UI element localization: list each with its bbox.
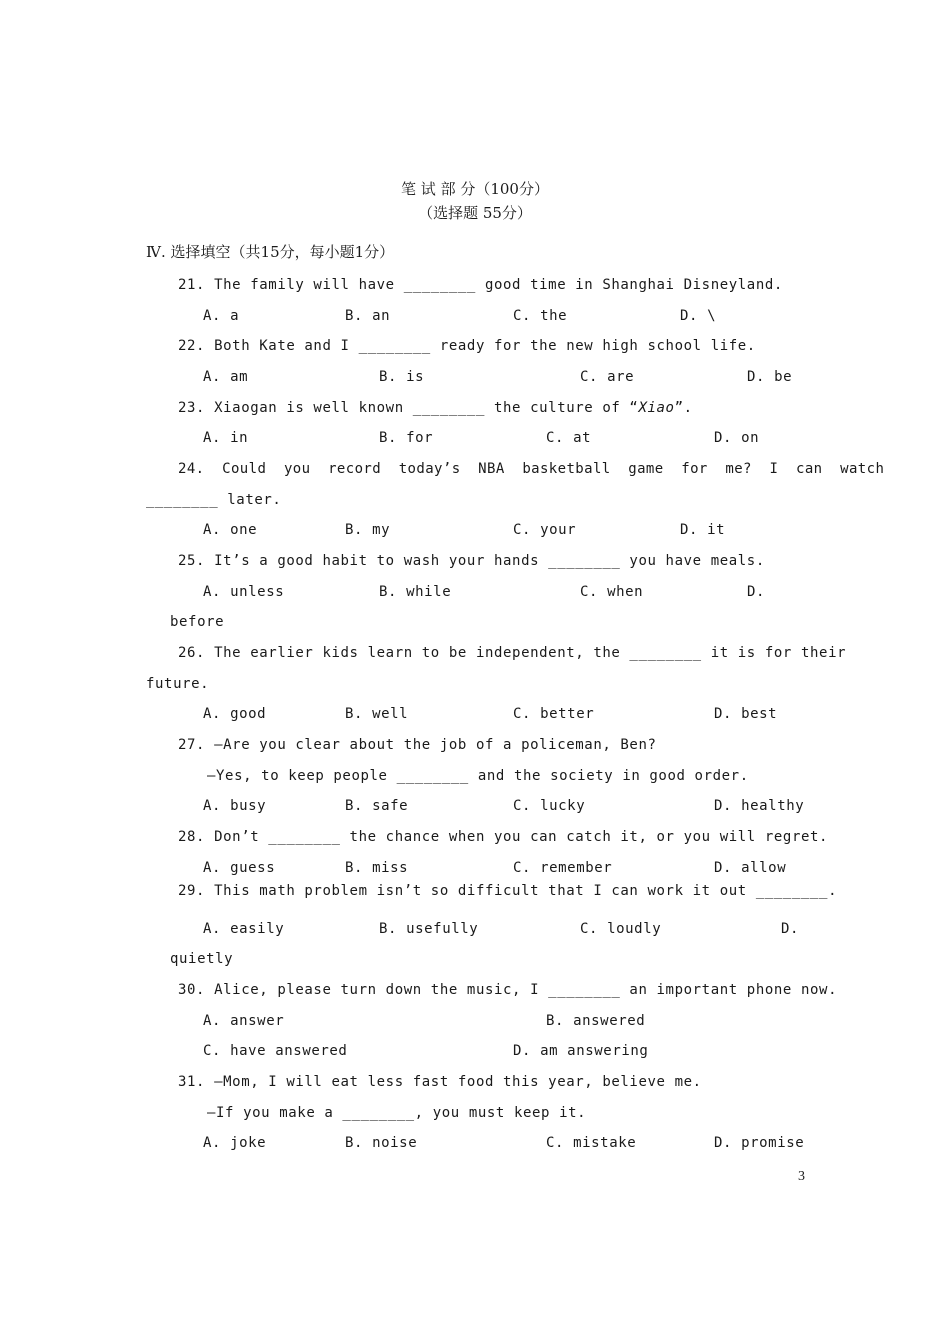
option-d-text: before (170, 614, 225, 630)
option-c: C. the (513, 308, 568, 324)
page-number: 3 (798, 1169, 805, 1184)
question-stem: 25. It’s a good habit to wash your hands ________ you have meals. (178, 553, 765, 569)
question-stem-continued: —Yes, to keep people ________ and the society in good order. (207, 768, 749, 784)
stem-text: 23. Xiaogan is well known ________ the culture of “ (178, 400, 639, 416)
section-heading: Ⅳ. 选择填空（共15分，每小题1分） (146, 243, 395, 261)
option-a: A. a (203, 308, 240, 324)
option-a: A. am (203, 369, 249, 385)
option-b: B. while (379, 584, 452, 600)
option-c: C. remember (513, 860, 613, 876)
question-stem: 26. The earlier kids learn to be independent, the ________ it is for their (178, 645, 847, 661)
option-d: D. (781, 921, 800, 937)
option-b: B. usefully (379, 921, 479, 937)
option-b: B. well (345, 706, 409, 722)
stem-text-end: ”. (674, 400, 693, 416)
question-stem: 21. The family will have ________ good time in Shanghai Disneyland. (178, 277, 783, 293)
option-a: A. busy (203, 798, 267, 814)
option-c: C. are (580, 369, 635, 385)
question-stem-continued: future. (146, 676, 210, 692)
option-c: C. better (513, 706, 595, 722)
option-a: A. one (203, 522, 258, 538)
option-d: D. promise (714, 1135, 805, 1151)
option-c: C. lucky (513, 798, 586, 814)
question-stem: 28. Don’t ________ the chance when you can catch it, or you will regret. (178, 829, 829, 845)
option-d: D. on (714, 430, 760, 446)
option-b: B. for (379, 430, 434, 446)
option-a: A. in (203, 430, 249, 446)
question-stem: 29. This math problem isn’t so difficult that I can work it out ________. (178, 883, 838, 899)
option-a: A. easily (203, 921, 285, 937)
question-stem: 22. Both Kate and I ________ ready for the new high school life. (178, 338, 756, 354)
stem-emphasis: Xiao (638, 400, 675, 416)
question-stem: 30. Alice, please turn down the music, I ________ an important phone now. (178, 982, 838, 998)
option-d: D. am answering (513, 1043, 649, 1059)
question-stem-continued: ________ later. (146, 492, 282, 508)
option-a: A. answer (203, 1013, 285, 1029)
option-c: C. your (513, 522, 577, 538)
part-subtitle: （选择题 55分） (418, 204, 532, 222)
option-a: A. guess (203, 860, 276, 876)
option-a: A. joke (203, 1135, 267, 1151)
question-stem: 27. —Are you clear about the job of a policeman, Ben? (178, 737, 657, 753)
option-b: B. an (345, 308, 391, 324)
option-b: B. noise (345, 1135, 418, 1151)
option-b: B. safe (345, 798, 409, 814)
option-c: C. have answered (203, 1043, 348, 1059)
question-stem (178, 400, 693, 416)
option-d: D. healthy (714, 798, 805, 814)
part-title: 笔 试 部 分（100分） (401, 180, 549, 198)
option-d: D. be (747, 369, 793, 385)
option-c: C. when (580, 584, 644, 600)
option-d: D. (747, 584, 766, 600)
option-a: A. good (203, 706, 267, 722)
question-stem: 31. —Mom, I will eat less fast food this year, believe me. (178, 1074, 702, 1090)
option-c: C. mistake (546, 1135, 637, 1151)
option-d: D. \ (680, 308, 717, 324)
option-b: B. miss (345, 860, 409, 876)
option-c: C. loudly (580, 921, 662, 937)
option-b: B. my (345, 522, 391, 538)
option-d: D. it (680, 522, 726, 538)
question-stem: 24. Could you record today’s NBA basketball game for me? I can watch (178, 461, 885, 477)
option-d-text: quietly (170, 951, 234, 967)
option-b: B. is (379, 369, 425, 385)
option-b: B. answered (546, 1013, 646, 1029)
option-a: A. unless (203, 584, 285, 600)
question-stem-continued: —If you make a ________, you must keep it. (207, 1105, 587, 1121)
option-d: D. allow (714, 860, 787, 876)
option-d: D. best (714, 706, 778, 722)
option-c: C. at (546, 430, 592, 446)
